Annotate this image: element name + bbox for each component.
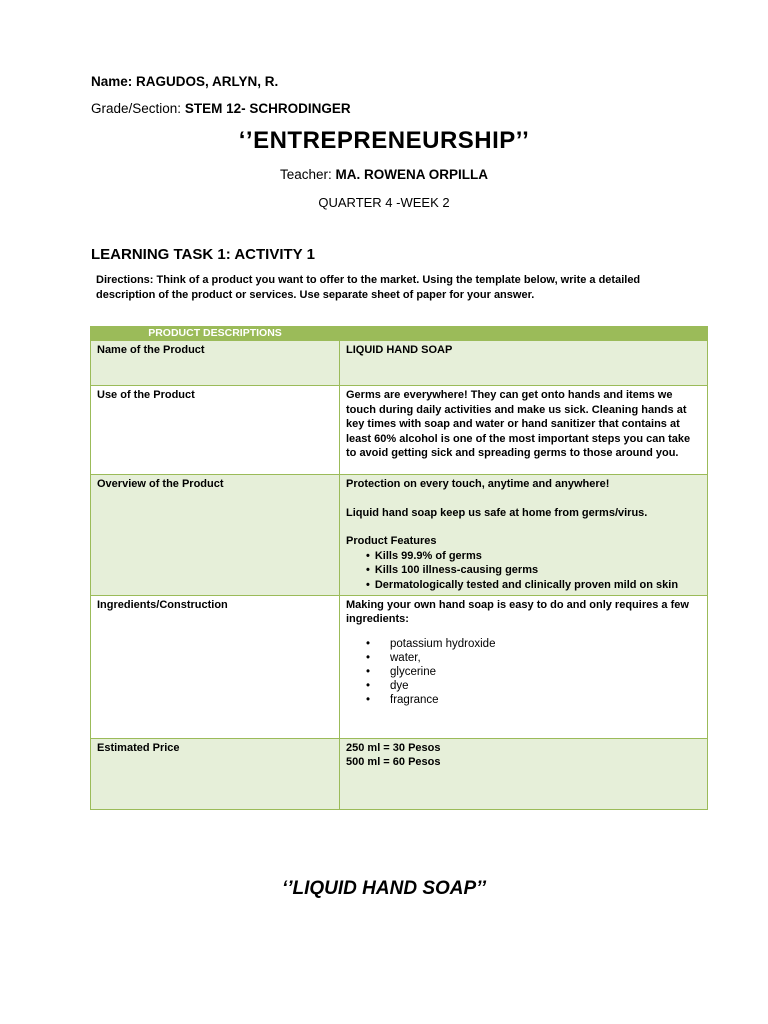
table-row	[91, 595, 708, 738]
directions-text: Directions: Think of a product you want to offer to the market. Using the template below, write a detailed description of the product or services. Use separate sheet of paper for your answer.	[96, 274, 641, 301]
task-heading: LEARNING TASK 1: ACTIVITY 1	[91, 246, 315, 263]
features-list	[346, 549, 701, 593]
row-label: Ingredients/Construction	[91, 595, 340, 738]
table-header-empty-cell	[340, 327, 708, 341]
teacher-line	[0, 167, 768, 182]
row-label: Estimated Price	[91, 738, 340, 809]
list-item: • water,	[346, 651, 701, 665]
list-item: • fragrance	[346, 693, 701, 707]
name-label: Name:	[91, 74, 133, 89]
grade-label: Grade/Section:	[91, 101, 182, 116]
table-header-cell: PRODUCT DESCRIPTIONS	[91, 327, 340, 341]
list-item: • Kills 99.9% of germs	[366, 549, 701, 564]
student-name-line	[91, 74, 278, 89]
features-heading: Product Features	[346, 535, 437, 548]
row-value	[340, 475, 708, 596]
table-header-row	[91, 327, 708, 341]
row-value: LIQUID HAND SOAP	[340, 341, 708, 386]
ingredients-intro: Making your own hand soap is easy to do and only requires a few ingredients:	[346, 598, 689, 626]
name-value: RAGUDOS, ARLYN, R.	[136, 74, 279, 89]
row-label: Name of the Product	[91, 341, 340, 386]
teacher-value: MA. ROWENA ORPILLA	[335, 167, 489, 182]
product-description-table	[90, 326, 708, 810]
price-line: 250 ml = 30 Pesos	[346, 741, 441, 754]
teacher-label: Teacher:	[279, 167, 332, 182]
row-label: Use of the Product	[91, 386, 340, 475]
grade-value: STEM 12- SCHRODINGER	[184, 101, 351, 116]
table-row	[91, 341, 708, 386]
row-value	[340, 595, 708, 738]
quarter-label: QUARTER 4 -WEEK 2	[318, 195, 450, 210]
list-item: • Kills 100 illness-causing germs	[366, 563, 701, 578]
document-title: ‘’ENTREPRENEURSHIP’’	[238, 127, 530, 154]
footer-title: ‘’LIQUID HAND SOAP’’	[281, 878, 487, 899]
overview-tagline: Protection on every touch, anytime and anywhere!	[346, 478, 610, 490]
list-item: • Dermatologically tested and clinically proven mild on skin	[366, 578, 701, 593]
table-row	[91, 386, 708, 475]
price-line: 500 ml = 60 Pesos	[346, 756, 441, 769]
table-row	[91, 475, 708, 596]
table-row	[91, 738, 708, 809]
list-item: • glycerine	[346, 665, 701, 679]
row-value	[340, 738, 708, 809]
overview-text: Liquid hand soap keep us safe at home from germs/virus.	[346, 506, 648, 519]
row-value: Germs are everywhere! They can get onto hands and items we touch during daily activities and make us sick. Cleaning hands at key times with soap and water or hand sanitizer that contains at least 60% alcohol is one of the most important steps you can take to avoid getting sick and spreading germs to those around you.	[340, 386, 708, 475]
grade-section-line	[91, 101, 351, 116]
row-label: Overview of the Product	[91, 475, 340, 596]
list-item: • dye	[346, 679, 701, 693]
ingredients-list	[346, 637, 701, 707]
list-item: • potassium hydroxide	[346, 637, 701, 651]
